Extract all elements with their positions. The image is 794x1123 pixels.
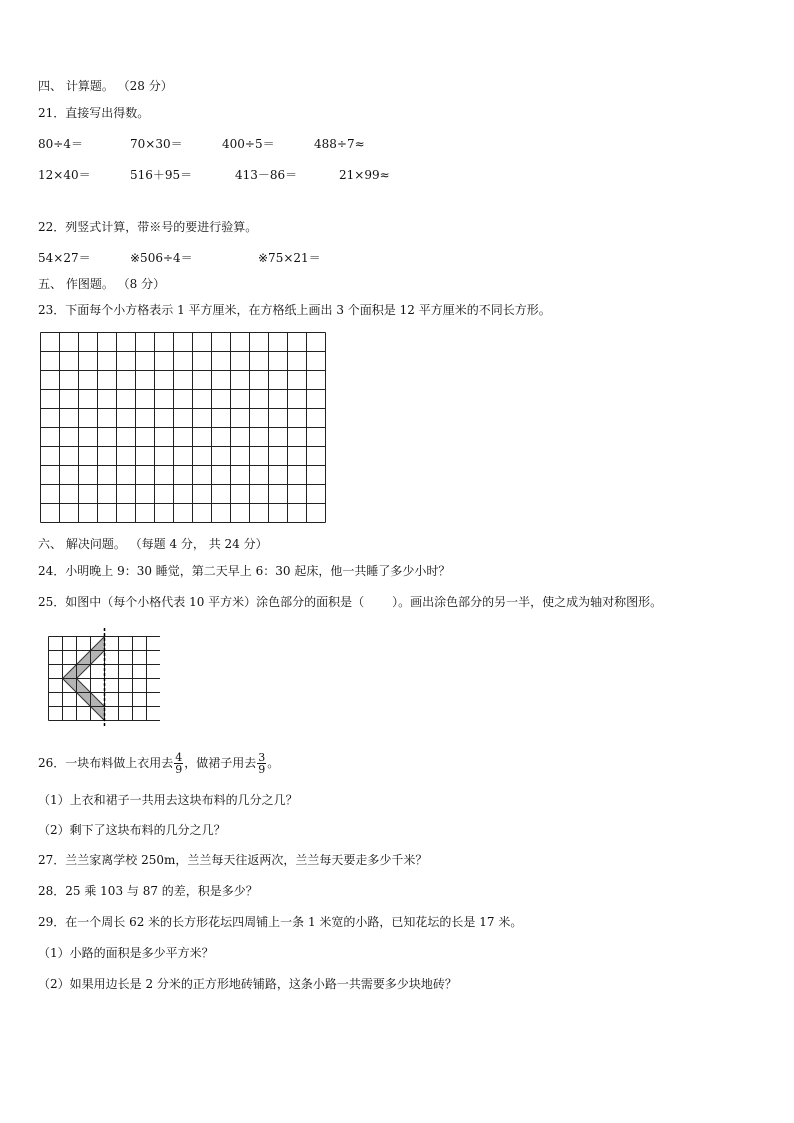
q22-item: ※75×21＝ (258, 251, 321, 265)
section-5-title: 五、 作图题。 （8 分） (38, 277, 166, 291)
question-29-text: 29．在一个周长 62 米的长方形花坛四周铺上一条 1 米宽的小路，已知花坛的长是 17 米。 (38, 915, 523, 929)
question-29-sub-2: （2）如果用边长是 2 分米的正方形地砖铺路，这条小路一共需要多少块地砖？ (38, 977, 457, 991)
q22-item: 54×27＝ (38, 251, 91, 265)
question-23-text: 23．下面每个小方格表示 1 平方厘米，在方格纸上画出 3 个面积是 12 平方厘米的不同长方形。 (38, 303, 551, 317)
q26-text-c: 。 (267, 756, 280, 770)
q21-item: 413－86＝ (235, 168, 298, 182)
question-29-sub-1: （1）小路的面积是多少平方米？ (38, 946, 214, 960)
q21-item: 12×40＝ (38, 168, 91, 182)
question-26-sub-2: （2）剩下了这块布料的几分之几？ (38, 823, 226, 837)
question-26-text (38, 752, 279, 775)
question-28-text: 28．25 乘 103 与 87 的差，积是多少？ (38, 884, 258, 898)
q21-item: 70×30＝ (130, 137, 183, 151)
q21-item: 516＋95＝ (130, 168, 193, 182)
q21-item: 400÷5＝ (222, 137, 275, 151)
question-27-text: 27．兰兰家离学校 250m，兰兰每天往返两次，兰兰每天要走多少千米？ (38, 853, 428, 867)
question-26-sub-1: （1）上衣和裙子一共用去这块布料的几分之几？ (38, 793, 298, 807)
section-4-title: 四、 计算题。 （28 分） (38, 79, 173, 93)
q26-text-a: 26．一块布料做上衣用去 (38, 756, 174, 770)
q21-item: 80÷4＝ (38, 137, 83, 151)
question-21-text: 21．直接写出得数。 (38, 106, 150, 120)
q21-item: 21×99≈ (339, 168, 390, 182)
question-25-text (38, 594, 662, 610)
fraction-three-ninths: $\frac{3}{9}$ (258, 751, 266, 776)
q26-text-b: ，做裙子用去 (184, 756, 257, 770)
symmetry-grid[interactable] (46, 628, 160, 726)
q25-text-before: 25．如图中（每个小格代表 10 平方米）涂色部分的面积是（ (38, 595, 365, 609)
fraction-four-ninths: $\frac{4}{9}$ (175, 751, 183, 776)
section-6-title: 六、 解决问题。 （每题 4 分， 共 24 分） (38, 537, 268, 551)
question-24-text: 24．小明晚上 9：30 睡觉，第二天早上 6：30 起床，他一共睡了多少小时？ (38, 564, 451, 578)
question-22-text: 22．列竖式计算，带※号的要进行验算。 (38, 220, 258, 234)
q25-text-after: ）。画出涂色部分的另一半，使之成为轴对称图形。 (392, 595, 663, 609)
q21-item: 488÷7≈ (314, 137, 365, 151)
square-grid-paper[interactable] (40, 332, 326, 524)
q22-item: ※506÷4＝ (130, 251, 193, 265)
